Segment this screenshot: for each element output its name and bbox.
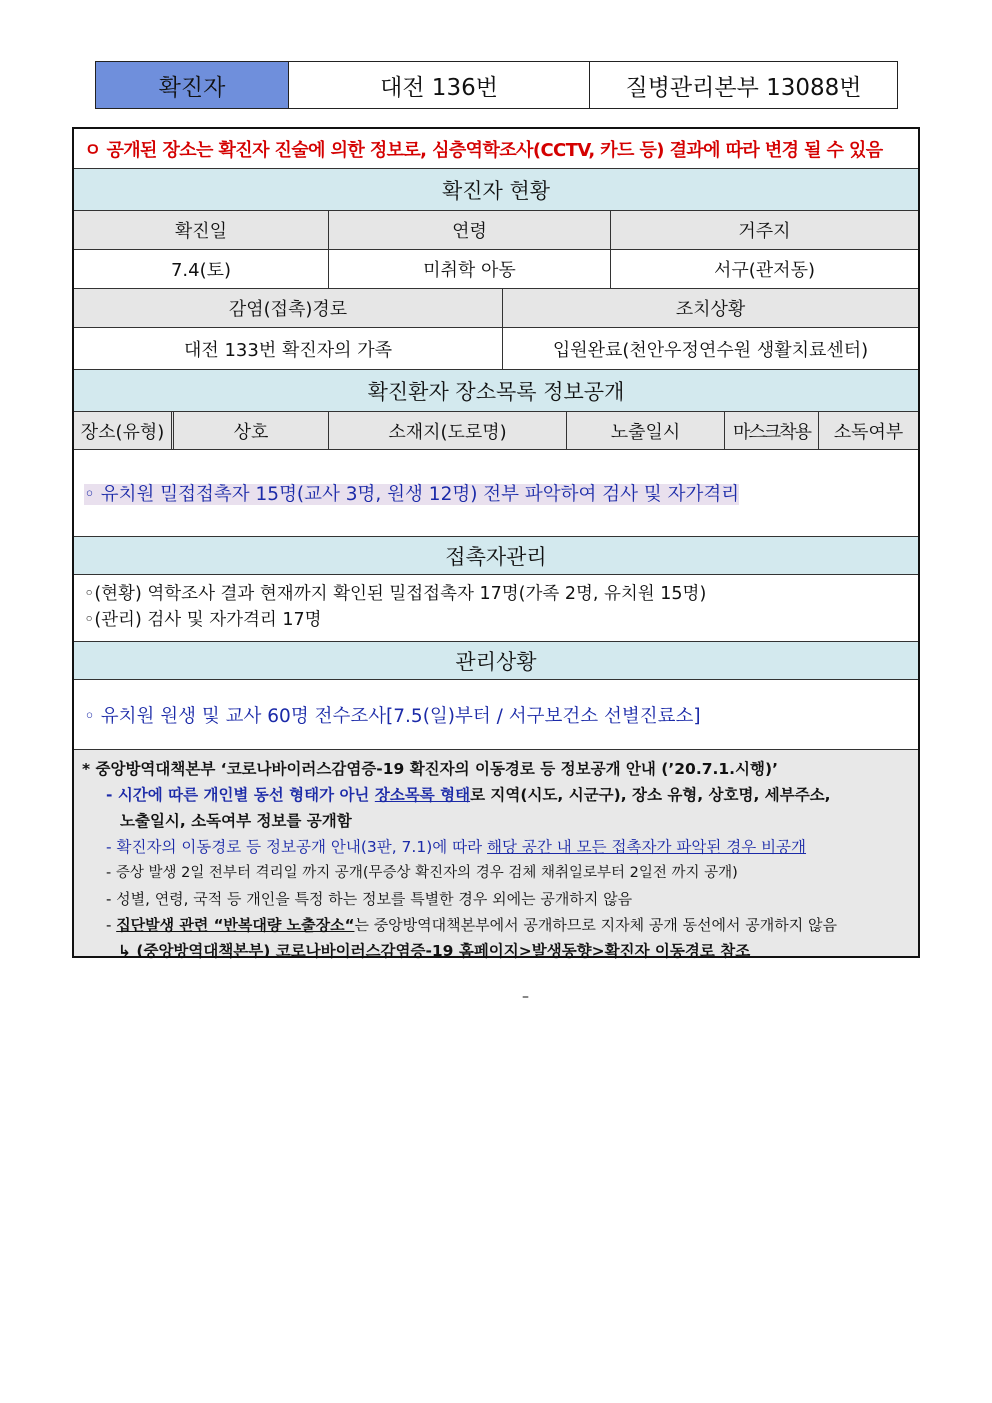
col-mask: 마스크착용 [725, 412, 819, 449]
page-mark: – [522, 989, 529, 1005]
col-disinfection: 소독여부 [833, 421, 904, 443]
mgmt-section-title: 관리상황 [74, 642, 918, 680]
places-header-row [74, 412, 918, 450]
age-value: 미취학 아동 [329, 250, 611, 288]
col-infection-route: 감염(접촉)경로 [74, 289, 503, 327]
places-note-row [74, 450, 918, 537]
residence-value: 서구(관저동) [714, 260, 815, 281]
local-case-number: 대전 136번 [289, 62, 590, 108]
infection-route-value: 대전 133번 확진자의 가족 [74, 328, 503, 369]
footnote-line-8: ↳ (중앙방역대책본부) 코로나바이러스감염증-19 홈페이지>발생동향>확진자 이동경로 참조 [118, 942, 751, 960]
status-header-row [74, 211, 918, 250]
footnote-line-2: - 시간에 따른 개인별 동선 형태가 아닌 장소목록 형태로 지역(시도, 시군구), 장소 유형, 상호명, 세부주소, [106, 786, 831, 804]
col-place-type: 장소(유형) [74, 412, 174, 449]
footnote-line-7: - 집단발생 관련 “반복대량 노출장소“는 중앙방역대책본부에서 공개하므로 지자체 공개 동선에서 공개하지 않음 [106, 916, 838, 934]
footnote-line-6: - 성별, 연령, 국적 등 개인을 특정 하는 정보를 특별한 경우 외에는 공개하지 않음 [106, 890, 633, 908]
mgmt-body [74, 680, 918, 750]
places-note: ◦ 유치원 밀접접촉자 15명(교사 3명, 원생 12명) 전부 파악하여 검사 및 자가격리 [84, 484, 740, 505]
confirmed-label: 확진자 [96, 62, 289, 108]
contacts-status-line: ◦(현황) 역학조사 결과 현재까지 확인된 밀접접촉자 17명(가족 2명, 유치원 15명) [84, 584, 707, 604]
route-header-row [74, 289, 918, 328]
col-confirm-date: 확진일 [74, 211, 329, 249]
disclaimer-notice: ㅇ 공개된 장소는 확진자 진술에 의한 정보로, 심층역학조사(CCTV, 카드 등) 결과에 따라 변경 될 수 있음 [74, 129, 918, 169]
col-residence: 거주지 [738, 221, 791, 242]
route-value-row [74, 328, 918, 370]
footnote-line-4: - 확진자의 이동경로 등 정보공개 안내(3판, 7.1)에 따라 해당 공간 내 모든 접촉자가 파악된 경우 비공개 [106, 838, 807, 856]
confirm-date-value: 7.4(토) [74, 250, 329, 288]
col-action-status: 조치상황 [675, 299, 746, 320]
case-header [95, 61, 898, 109]
footnote-line-5: - 증상 발생 2일 전부터 격리일 까지 공개(무증상 확진자의 경우 검체 채취일로부터 2일전 까지 공개) [106, 865, 738, 881]
footnote-title: * 중앙방역대책본부 ‘코로나바이러스감염증-19 확진자의 이동경로 등 정보공개 안내 (’20.7.1.시행)’ [82, 760, 778, 778]
footnote-line-3: 노출일시, 소독여부 정보를 공개함 [120, 812, 352, 830]
contacts-mgmt-line: ◦(관리) 검사 및 자가격리 17명 [84, 610, 322, 630]
col-business-name: 상호 [174, 412, 329, 449]
places-section-title: 확진환자 장소목록 정보공개 [74, 370, 918, 412]
col-address: 소재지(도로명) [329, 412, 567, 449]
mgmt-line: ◦ 유치원 원생 및 교사 60명 전수조사[7.5(일)부터 / 서구보건소 선별진료소] [84, 705, 701, 727]
contacts-body [74, 575, 918, 642]
contacts-section-title: 접촉자관리 [74, 537, 918, 575]
col-age: 연령 [329, 211, 611, 249]
kdca-case-number: 질병관리본부 13088번 [625, 74, 862, 101]
footnote-block [74, 750, 918, 960]
case-info-table [72, 127, 920, 958]
status-section-title: 확진자 현황 [74, 169, 918, 211]
action-status-value: 입원완료(천안우정연수원 생활치료센터) [552, 339, 869, 361]
col-exposure-time: 노출일시 [567, 412, 725, 449]
status-value-row [74, 250, 918, 289]
